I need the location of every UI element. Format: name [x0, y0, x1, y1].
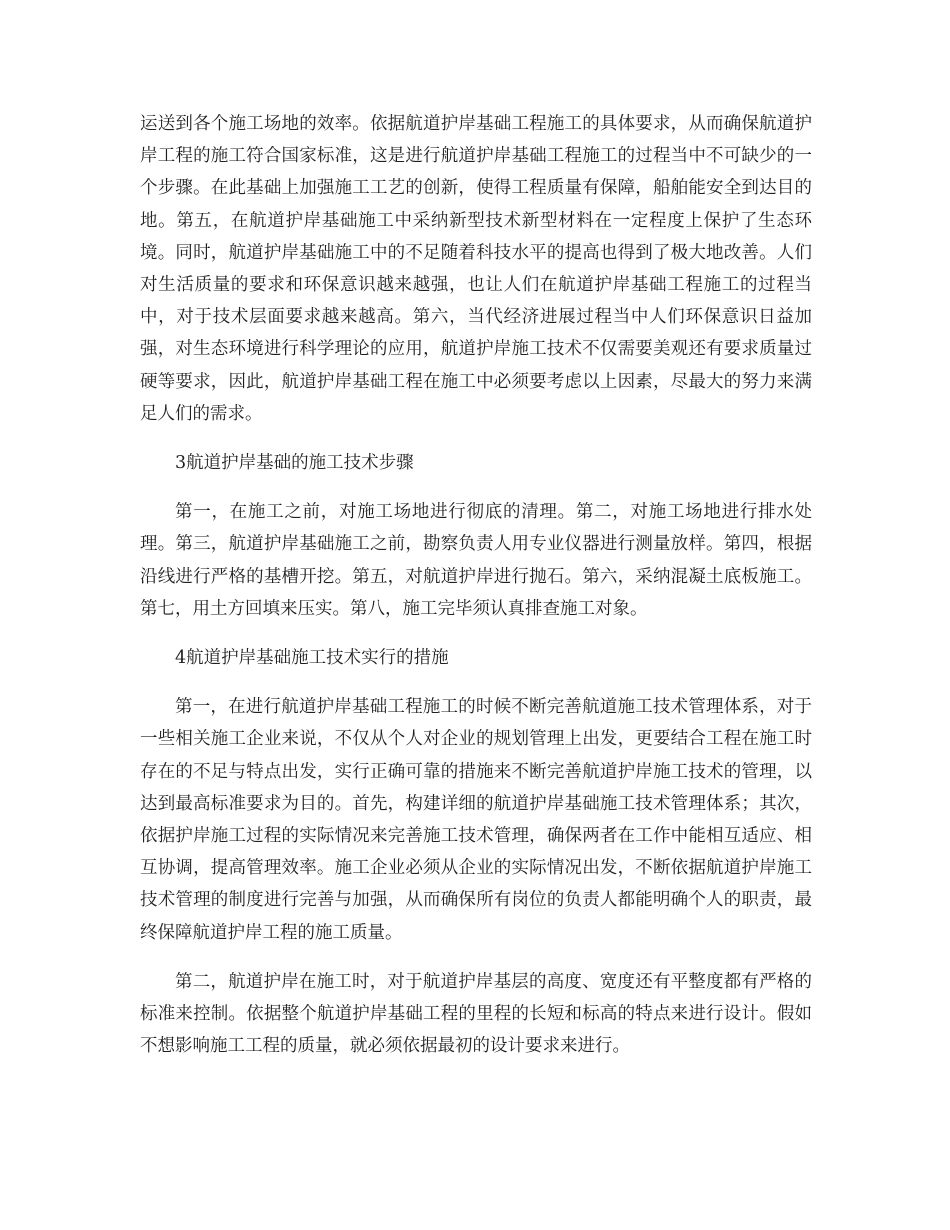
paragraph-intro: 运送到各个施工场地的效率。依据航道护岸基础工程施工的具体要求，从而确保航道护岸工程的施工符合国家标准，这是进行航道护岸基础工程施工的过程当中不可缺少的一个步骤。在此基础上加强施工工艺的创新，使得工程质量有保障，船舶能安全到达目的地。第五，在航道护岸基础施工中采纳新型技术新型材料在一定程度上保护了生态环境。同时，航道护岸基础施工中的不足随着科技水平的提高也得到了极大地改善。人们对生活质量的要求和环保意识越来越强，也让人们在航道护岸基础工程施工的过程当中，对于技术层面要求越来越高。第六，当代经济进展过程当中人们环保意识日益加强，对生态环境进行科学理论的应用，航道护岸施工技术不仅需要美观还有要求质量过硬等要求，因此，航道护岸基础工程在施工中必须要考虑以上因素，尽最大的努力来满足人们的需求。: [140, 114, 812, 424]
section-heading-3: 3航道护岸基础的施工技术步骤: [175, 453, 414, 474]
section-heading-4: 4航道护岸基础施工技术实行的措施: [175, 648, 449, 669]
paragraph-standards-control: 第二，航道护岸在施工时，对于航道护岸基层的高度、宽度还有平整度都有严格的标准来控制。依据整个航道护岸基础工程的里程的长短和标高的特点来进行设计。假如不想影响施工工程的质量，就必须依据最初的设计要求来进行。: [140, 971, 812, 1057]
document-body: [140, 108, 812, 1079]
paragraph-construction-steps: 第一，在施工之前，对施工场地进行彻底的清理。第二，对施工场地进行排水处理。第三，航道护岸基础施工之前，勘察负责人用专业仪器进行测量放样。第四，根据沿线进行严格的基槽开挖。第五，对航道护岸进行抛石。第六，采纳混凝土底板施工。第七，用土方回填来压实。第八，施工完毕须认真排查施工对象。: [140, 502, 812, 619]
paragraph-management-system: 第一，在进行航道护岸基础工程施工的时候不断完善航道施工技术管理体系，对于一些相关施工企业来说，不仅从个人对企业的规划管理上出发，更要结合工程在施工时存在的不足与特点出发，实行正确可靠的措施来不断完善航道护岸施工技术的管理，以达到最高标准要求为目的。首先，构建详细的航道护岸基础施工技术管理体系；其次，依据护岸施工过程的实际情况来完善施工技术管理，确保两者在工作中能相互适应、相互协调，提高管理效率。施工企业必须从企业的实际情况出发，不断依据航道护岸施工技术管理的制度进行完善与加强，从而确保所有岗位的负责人都能明确个人的职责，最终保障航道护岸工程的施工质量。: [140, 697, 812, 943]
